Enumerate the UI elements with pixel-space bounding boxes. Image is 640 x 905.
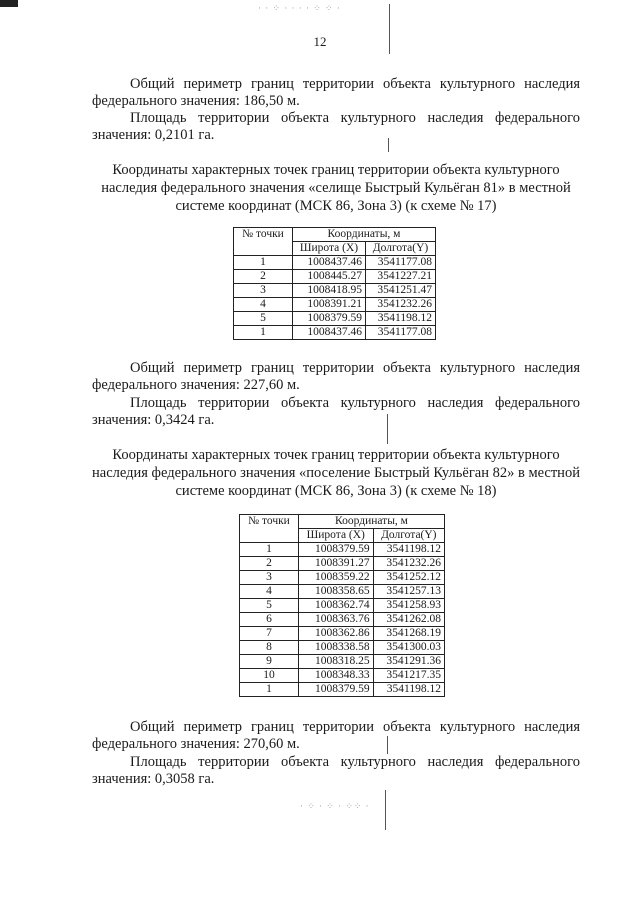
table-row: 7 1008362.86 3541268.19 xyxy=(240,627,445,641)
perimeter-text: Общий периметр границ территории объекта культурного наследия федерального значения: 227,60 м. xyxy=(92,360,580,393)
header-coordinates: Координаты, м xyxy=(299,515,445,529)
header-lon: Долгота(Y) xyxy=(373,529,444,543)
area-text: Площадь территории объекта культурного наследия федерального значения: 0,3058 га. xyxy=(92,754,580,787)
scan-stamp-smudge-top: · · ⁘ · · · · ⁘ ⁘ · xyxy=(258,3,341,13)
table-row: 9 1008318.25 3541291.36 xyxy=(240,655,445,669)
table-row: 1 1008379.59 3541198.12 xyxy=(240,543,445,557)
header-lat: Широта (X) xyxy=(299,529,374,543)
table-row: 3 1008418.95 3541251.47 xyxy=(234,284,436,298)
section-heading: Координаты характерных точек границ территории объекта культурного наследия федерального значения «поселение Быстрый Кульёган 82» в местной системе координат (МСК 86, Зона 3) (к схеме № 18) xyxy=(92,447,580,499)
table-row: 4 1008391.21 3541232.26 xyxy=(234,298,436,312)
table-row: 1 1008437.46 3541177.08 xyxy=(234,326,436,340)
header-lat: Широта (X) xyxy=(293,242,366,256)
table-row: 1 1008379.59 3541198.12 xyxy=(240,683,445,697)
area-text: Площадь территории объекта культурного наследия федерального значения: 0,2101 га. xyxy=(92,110,580,143)
table-row: 10 1008348.33 3541217.35 xyxy=(240,669,445,683)
table-row: 6 1008363.76 3541262.08 xyxy=(240,613,445,627)
table-row: 1 1008437.46 3541177.08 xyxy=(234,256,436,270)
table-row: 8 1008338.58 3541300.03 xyxy=(240,641,445,655)
scan-stamp-smudge-bottom: · ⁘ · ⁘ · ⁘⁘ · xyxy=(300,801,370,811)
area-text: Площадь территории объекта культурного наследия федерального значения: 0,3424 га. xyxy=(92,395,580,428)
header-coordinates: Координаты, м xyxy=(293,228,436,242)
table-row: 2 1008391.27 3541232.26 xyxy=(240,557,445,571)
coordinates-table xyxy=(233,227,436,340)
section-heading: Координаты характерных точек границ территории объекта культурного наследия федерального значения «селище Быстрый Кульёган 81» в местной системе координат (МСК 86, Зона 3) (к схеме № 17) xyxy=(101,162,571,214)
page-number: 12 xyxy=(313,34,327,49)
table-row: 5 1008362.74 3541258.93 xyxy=(240,599,445,613)
table-row: 3 1008359.22 3541252.12 xyxy=(240,571,445,585)
perimeter-text: Общий периметр границ территории объекта культурного наследия федерального значения: 270,60 м. xyxy=(92,719,580,752)
header-lon: Долгота(Y) xyxy=(366,242,436,256)
table-row: 2 1008445.27 3541227.21 xyxy=(234,270,436,284)
header-point: № точки xyxy=(240,515,299,543)
scan-line xyxy=(385,790,386,830)
table-row: 5 1008379.59 3541198.12 xyxy=(234,312,436,326)
table-row: 4 1008358.65 3541257.13 xyxy=(240,585,445,599)
header-point: № точки xyxy=(234,228,293,256)
scan-corner-mark xyxy=(0,0,18,7)
perimeter-text: Общий периметр границ территории объекта культурного наследия федерального значения: 186,50 м. xyxy=(92,76,580,109)
coordinates-table xyxy=(239,514,445,697)
